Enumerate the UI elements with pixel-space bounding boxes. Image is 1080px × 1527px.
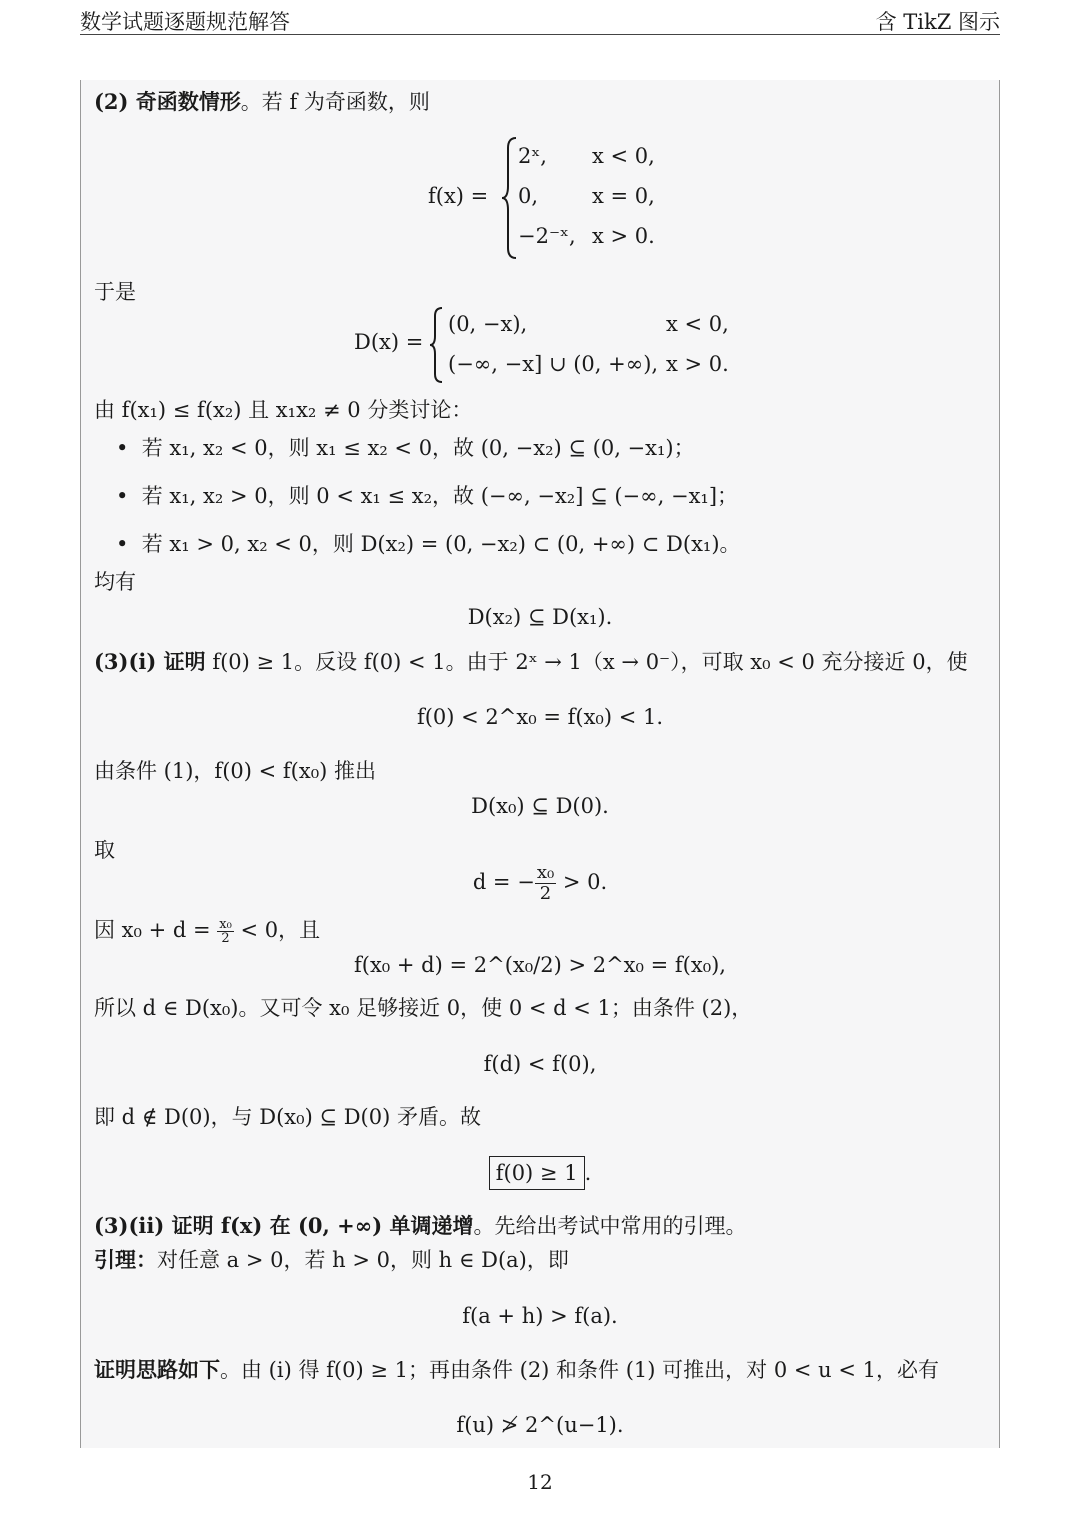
equation-1: f(0) < 2^x₀ = f(x₀) < 1. <box>416 705 664 729</box>
header-left-title: 数学试题逐题规范解答 <box>80 10 290 34</box>
text-junyou: 均有 <box>94 570 136 594</box>
text-yushi: 于是 <box>94 280 136 304</box>
text-cond1: 由条件 (1)，f(0) < f(x₀) 推出 <box>94 759 376 783</box>
f-case3: −2⁻ˣ, <box>518 224 576 248</box>
lemma-line <box>94 1246 569 1274</box>
text-suoyi: 所以 d ∈ D(x₀)。又可令 x₀ 足够接近 0，使 0 < d < 1；由条件 (2)， <box>94 996 753 1020</box>
part2-heading <box>94 88 430 116</box>
yin-fraction <box>217 918 234 945</box>
f-case1: 2ˣ, <box>518 144 547 168</box>
eq3-denominator: 2 <box>539 883 552 904</box>
part2-intro: 。若 f 为奇函数，则 <box>240 90 430 114</box>
yin-part-a: 因 x₀ + d = <box>94 918 218 942</box>
yin-part-b: < 0，且 <box>233 918 321 942</box>
D-case1: (0, −x), <box>448 312 528 336</box>
text-qu: 取 <box>94 838 115 862</box>
bullet-1: • 若 x₁, x₂ < 0，则 x₁ ≤ x₂ < 0，故 (0, −x₂) ⊆ (0, −x₁)； <box>116 436 695 460</box>
piecewise-f <box>428 136 688 260</box>
eq3-numerator: x₀ <box>536 862 555 883</box>
left-brace-icon <box>500 136 520 260</box>
piecewise-D <box>354 306 734 384</box>
D-lhs: D(x) = <box>354 330 424 354</box>
part3i-intro: f(0) ≥ 1。反设 f(0) < 1。由于 2ˣ → 1（x → 0⁻），可取 x₀ < 0 充分接近 0，使 <box>205 650 968 674</box>
proof-idea-line <box>94 1356 939 1384</box>
page-number: 12 <box>527 1470 553 1494</box>
f-case1-cond: x < 0, <box>592 144 655 168</box>
part3i-title: (3)(i) 证明 <box>94 649 206 674</box>
part3ii-intro: 。先给出考试中常用的引理。 <box>473 1214 747 1238</box>
equation-6 <box>80 1156 1000 1190</box>
lemma-text: 对任意 a > 0，若 h > 0，则 h ∈ D(a)，即 <box>157 1248 569 1272</box>
bullet-3-text: 若 x₁ > 0, x₂ < 0，则 D(x₂) = (0, −x₂) ⊂ (0, +∞) ⊂ D(x₁)。 <box>141 532 741 556</box>
equation-7: f(a + h) > f(a). <box>462 1304 618 1328</box>
lemma-title: 引理： <box>94 1247 157 1272</box>
boxed-result: f(0) ≥ 1 <box>489 1156 585 1190</box>
yin-denominator: 2 <box>221 931 230 946</box>
text-ji: 即 d ∉ D(0)，与 D(x₀) ⊆ D(0) 矛盾。故 <box>94 1105 481 1129</box>
part3ii-heading <box>94 1212 747 1240</box>
proof-idea-title: 证明思路如下 <box>94 1357 220 1382</box>
left-brace-icon <box>428 306 446 384</box>
bullet-2-text: 若 x₁, x₂ > 0，则 0 < x₁ ≤ x₂，故 (−∞, −x₂] ⊆ (−∞, −x₁]； <box>141 484 739 508</box>
equation-D-subset: D(x₂) ⊆ D(x₁). <box>467 605 613 629</box>
equation-8: f(u) ≯ 2^(u−1). <box>456 1413 624 1437</box>
f-case3-cond: x > 0. <box>592 224 655 248</box>
D-case1-cond: x < 0, <box>666 312 729 336</box>
text-yin <box>94 916 320 945</box>
yin-numerator: x₀ <box>219 917 232 932</box>
D-case2: (−∞, −x] ∪ (0, +∞), <box>448 352 659 376</box>
equation-3 <box>80 858 1000 906</box>
eq3-fraction <box>535 863 556 904</box>
eq6-dot: . <box>584 1161 592 1185</box>
f-lhs: f(x) = <box>428 184 489 208</box>
proof-idea-text: 。由 (i) 得 f(0) ≥ 1；再由条件 (2) 和条件 (1) 可推出，对 0 < u < 1，必有 <box>220 1358 939 1382</box>
page-header <box>80 6 1000 35</box>
part3i-heading <box>94 648 968 676</box>
bullet-1-text: 若 x₁, x₂ < 0，则 x₁ ≤ x₂ < 0，故 (0, −x₂) ⊆ (0, −x₁)； <box>141 436 695 460</box>
equation-4: f(x₀ + d) = 2^(x₀/2) > 2^x₀ = f(x₀), <box>353 953 726 977</box>
f-case2-cond: x = 0, <box>592 184 655 208</box>
eq3-rhs: > 0. <box>562 870 608 894</box>
part2-title: (2) 奇函数情形 <box>94 89 241 114</box>
equation-5: f(d) < f(0), <box>483 1052 597 1076</box>
bullet-3: • 若 x₁ > 0, x₂ < 0，则 D(x₂) = (0, −x₂) ⊂ (0, +∞) ⊂ D(x₁)。 <box>116 532 741 556</box>
bullet-2: • 若 x₁, x₂ > 0，则 0 < x₁ ≤ x₂，故 (−∞, −x₂] ⊆ (−∞, −x₁]； <box>116 484 739 508</box>
text-classify: 由 f(x₁) ≤ f(x₂) 且 x₁x₂ ≠ 0 分类讨论： <box>94 398 473 422</box>
D-case2-cond: x > 0. <box>666 352 729 376</box>
header-right-title: 含 TikZ 图示 <box>875 10 1000 34</box>
equation-2: D(x₀) ⊆ D(0). <box>471 794 609 818</box>
f-case2: 0, <box>518 184 539 208</box>
eq3-lhs: d = − <box>472 870 535 894</box>
part3ii-title: (3)(ii) 证明 f(x) 在 (0, +∞) 单调递增 <box>94 1213 474 1238</box>
